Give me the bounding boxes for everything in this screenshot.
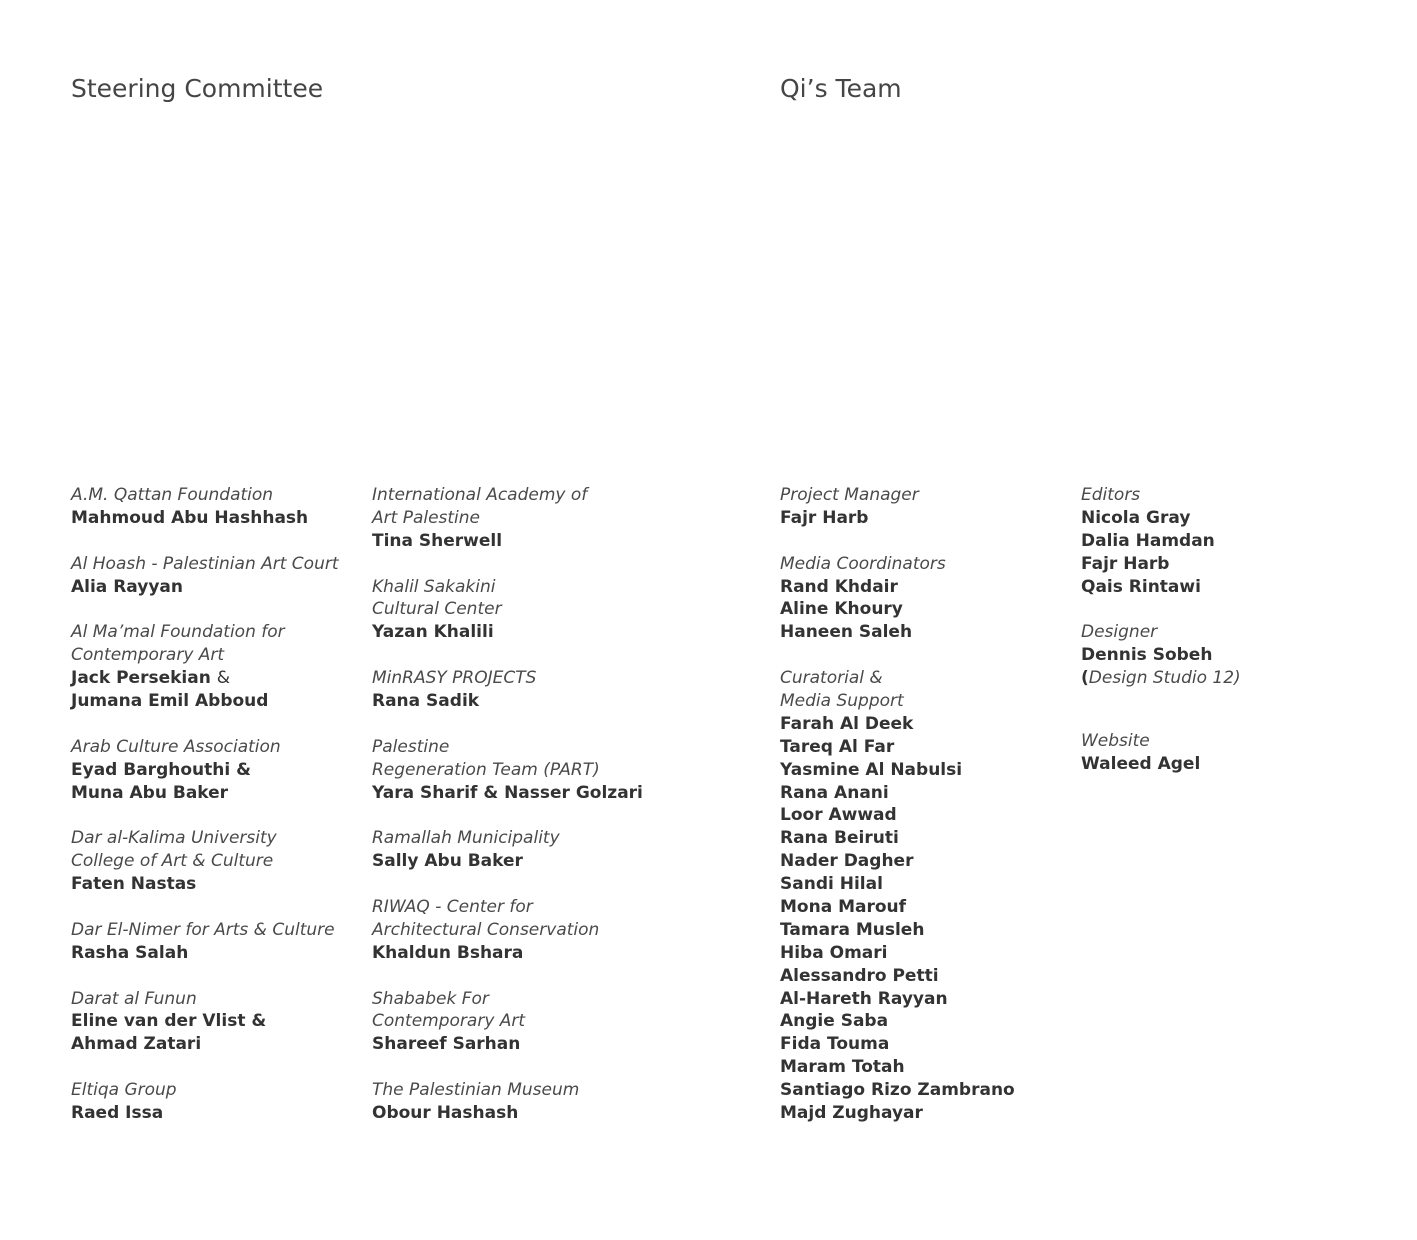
- editor-name: Nicola Gray: [1081, 507, 1191, 528]
- person-name: Farah Al Deek: [780, 713, 914, 734]
- editor-name: Dalia Hamdan: [1081, 530, 1215, 551]
- role-title: Project Manager: [780, 485, 919, 505]
- editor-name: Qais Rintawi: [1081, 576, 1201, 597]
- organization-name: The Palestinian Museum: [372, 1080, 580, 1101]
- spacer: [71, 598, 339, 621]
- spacer: [71, 530, 339, 553]
- role-title: Media Support: [780, 691, 904, 712]
- person-name: Rana Sadik: [372, 691, 480, 712]
- editor-name: Fajr Harb: [1081, 553, 1170, 574]
- steering-column-2: [372, 484, 643, 1125]
- organization-name: Eltiqa Group: [71, 1080, 177, 1101]
- organization-name: Al Ma’mal Foundation for: [71, 622, 285, 643]
- person-name: Nader Dagher: [780, 851, 914, 872]
- person-name: Rand Khdair: [780, 576, 898, 597]
- steering-column-1: [71, 484, 339, 1125]
- person-name: Aline Khoury: [780, 599, 903, 620]
- designer-paren: (: [1081, 668, 1089, 689]
- person-name: Fajr Harb: [780, 507, 869, 528]
- organization-name: Shababek For: [372, 988, 489, 1009]
- organization-name: Khalil Sakakini: [372, 576, 496, 597]
- spacer: [780, 644, 1015, 667]
- person-name: Eline van der Vlist &: [71, 1011, 267, 1032]
- organization-name: RIWAQ - Center for: [372, 897, 533, 918]
- organization-name: Dar El-Nimer for Arts & Culture: [71, 919, 335, 940]
- person-name: Rasha Salah: [71, 942, 189, 963]
- person-name: Santiago Rizo Zambrano: [780, 1080, 1015, 1101]
- spacer: [71, 896, 339, 919]
- spacer: [372, 1056, 643, 1079]
- person-name: Hiba Omari: [780, 942, 888, 963]
- organization-name: Art Palestine: [372, 507, 481, 528]
- spacer: [372, 804, 643, 827]
- person-name: Alia Rayyan: [71, 576, 183, 597]
- person-name: Rana Anani: [780, 782, 889, 803]
- designer-studio: [1081, 667, 1241, 690]
- spacer: [71, 965, 339, 988]
- spacer: [372, 713, 643, 736]
- spacer: [71, 1056, 339, 1079]
- organization-name: Regeneration Team (PART): [372, 759, 600, 780]
- person-name: Sally Abu Baker: [372, 851, 523, 872]
- person-name: Majd Zughayar: [780, 1103, 923, 1124]
- spacer: [372, 873, 643, 896]
- person-name: Jumana Emil Abboud: [71, 691, 269, 712]
- person-name: Mahmoud Abu Hashhash: [71, 507, 309, 528]
- person-name: Mona Marouf: [780, 897, 907, 918]
- organization-name: Cultural Center: [372, 599, 502, 620]
- role-title: Curatorial &: [780, 668, 883, 689]
- person-name: Rana Beiruti: [780, 828, 899, 849]
- organization-name: MinRASY PROJECTS: [372, 668, 537, 689]
- spacer: [372, 644, 643, 667]
- organization-name: Arab Culture Association: [71, 736, 281, 757]
- person-name: Tareq Al Far: [780, 736, 895, 757]
- person-name: [71, 667, 339, 690]
- person-name: Sandi Hilal: [780, 874, 883, 895]
- editors-role: Editors: [1081, 485, 1141, 505]
- person-name: Maram Totah: [780, 1057, 905, 1078]
- person-name: Tamara Musleh: [780, 919, 925, 940]
- spacer: [372, 965, 643, 988]
- organization-name: Dar al-Kalima University: [71, 828, 277, 849]
- person-name: Muna Abu Baker: [71, 782, 229, 803]
- designer-name: Dennis Sobeh: [1081, 645, 1213, 666]
- team-column-editorial: [1081, 484, 1241, 776]
- organization-name: Al Hoash - Palestinian Art Court: [71, 553, 339, 574]
- person-name: Tina Sherwell: [372, 530, 503, 551]
- person-name: Haneen Saleh: [780, 622, 913, 643]
- spacer: [1081, 690, 1241, 730]
- organization-name: Contemporary Art: [71, 645, 225, 666]
- organization-name: A.M. Qattan Foundation: [71, 485, 274, 505]
- organization-name: College of Art & Culture: [71, 851, 274, 872]
- person-name: Obour Hashash: [372, 1103, 519, 1124]
- spacer: [71, 713, 339, 736]
- person-name: Eyad Barghouthi &: [71, 759, 251, 780]
- organization-name: Darat al Funun: [71, 988, 197, 1009]
- organization-name: Ramallah Municipality: [372, 828, 560, 849]
- person-name: Shareef Sarhan: [372, 1034, 521, 1055]
- person-name: Khaldun Bshara: [372, 942, 524, 963]
- spacer: [1081, 598, 1241, 621]
- website-role: Website: [1081, 731, 1150, 752]
- person-name: Yazan Khalili: [372, 622, 494, 643]
- spacer: [71, 804, 339, 827]
- role-title: Media Coordinators: [780, 553, 946, 574]
- person-name: Loor Awwad: [780, 805, 897, 826]
- person-name: Yara Sharif & Nasser Golzari: [372, 782, 643, 803]
- person-name: Fida Touma: [780, 1034, 890, 1055]
- organization-name: Architectural Conservation: [372, 919, 600, 940]
- organization-name: International Academy of: [372, 485, 588, 505]
- website-name: Waleed Agel: [1081, 753, 1201, 774]
- steering-committee-heading: Steering Committee: [71, 74, 324, 103]
- person-name: Al-Hareth Rayyan: [780, 988, 948, 1009]
- person-name-text: Jack Persekian: [71, 668, 211, 689]
- ampersand: &: [216, 668, 231, 689]
- person-name: Angie Saba: [780, 1011, 889, 1032]
- person-name: Faten Nastas: [71, 874, 197, 895]
- team-column-roles: [780, 484, 1015, 1125]
- person-name: Ahmad Zatari: [71, 1034, 202, 1055]
- spacer: [780, 530, 1015, 553]
- organization-name: Contemporary Art: [372, 1011, 526, 1032]
- spacer: [372, 553, 643, 576]
- person-name: Raed Issa: [71, 1103, 164, 1124]
- organization-name: Palestine: [372, 736, 450, 757]
- person-name: Yasmine Al Nabulsi: [780, 759, 963, 780]
- designer-studio-name: Design Studio 12): [1088, 668, 1241, 689]
- person-name: Alessandro Petti: [780, 965, 939, 986]
- qis-team-heading: Qi’s Team: [780, 74, 902, 103]
- designer-role: Designer: [1081, 622, 1158, 643]
